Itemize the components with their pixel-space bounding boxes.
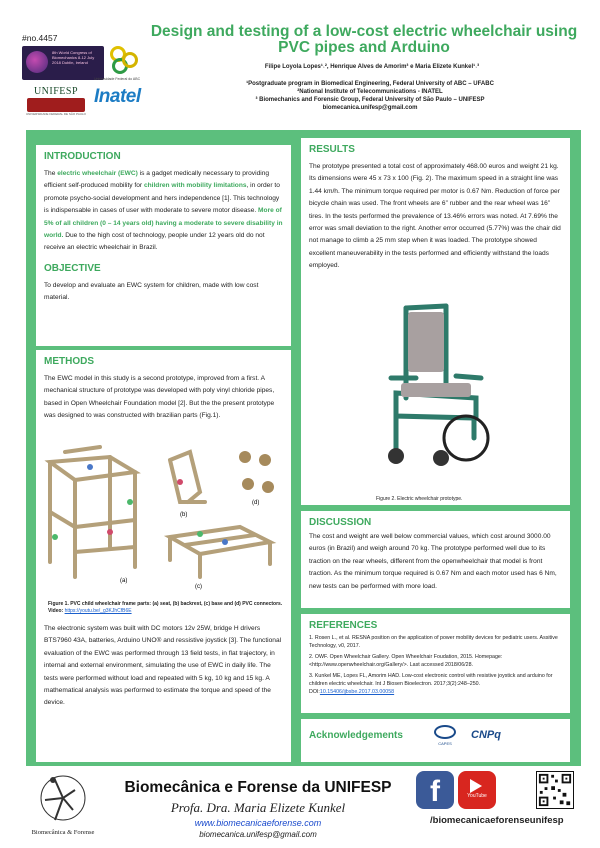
objective-text: To develop and evaluate an EWC system for children, made with low cost material. <box>44 281 259 302</box>
figure-1-caption: Figure 1. PVC child wheelchair frame parts: (a) seat, (b) backrest, (c) base and (d) PVC connectors. Video: https://youtu.be/_g3KJhCfB6E <box>48 601 283 614</box>
figure-1-label-d: (d) <box>252 500 260 506</box>
unifesp-logo-sub: UNIVERSIDADE FEDERAL DE SÃO PAULO <box>25 112 86 116</box>
biomecanica-logo <box>15 770 111 840</box>
results-text: The prototype presented a total cost of approximately 468.00 euros and weight 21 kg. Its dimensions were 45 x 73 x 100 (Fig. 2). The maximum speed in a straight line was 1.44 km/h. The minimum torque required per motor is 0.67 Nm. Reduction of force per bicycle chain was used. The front wheels are 6” rubber and the rear wheel was 16” tires. In the tests performed the prevalence of 13.46% errors was noted. At 7.69% the error was small deviation to the right. Another error occurred (5.77%) was the chair did not manage to climb a 25 mm step when it was loaded. The prototype showed excellent maneuverability in the tests performed and efficiently withstand the loads employed. <box>309 163 561 270</box>
reference-item: 1. Rosen L., et al. RESNA position on the application of power mobility devices for pediatric users. Assitive Technology, v0, 2017. <box>309 635 558 649</box>
reference-item: 2. OWF. Open Wheelchair Gallery. Open Wheelchair Foudation, 2015. Homepage: <http://www.openwheelchair.org/Gallery/>. Last accessed 2018/06/28. <box>309 653 503 668</box>
methods-heading: METHODS <box>44 356 94 367</box>
ufabc-logo-text: Universidade Federal do ABC <box>94 77 141 81</box>
methods-text-2: The electronic system was built with DC motors 12v 25W, bridge H drivers BTS7960 43A, batteries, Arduino UNO® and ressistive joystick [3]. The functional evaluation of the EWC was performed through 13 field tests, in flat trajectory, in internal and external environment, simulating the use of EWC in daily life. The tests were performed without load and repeated with 5 kg, 10 kg and 15 kg. A mathematical analysis was performed to estimate the torque and speed of the device. <box>44 625 282 707</box>
footer-professor: Profa. Dra. Maria Elizete Kunkel <box>170 800 346 815</box>
qr-code-icon <box>536 771 574 809</box>
capes-icon <box>434 725 456 739</box>
congress-logo-text: 8th World Congress of Biomechanics 8-12 July 2018 Dublin, Ireland <box>52 50 95 66</box>
references-heading: REFERENCES <box>309 620 378 631</box>
inatel-logo: Inatel <box>94 86 141 107</box>
affiliations <box>190 80 550 112</box>
discussion-box <box>301 511 570 608</box>
acknowledgements-box <box>301 719 570 762</box>
figure-2-caption: Figure 2. Electric wheelchair prototype. <box>376 496 463 502</box>
unifesp-logo-word: UNIFESP <box>33 86 79 97</box>
figure-2-image <box>366 298 496 474</box>
poster-title: Design and testing of a low-cost electric wheelchair using PVC pipes and Arduino <box>150 23 578 57</box>
introduction-text: The electric wheelchair (EWC) is a gadget medically necessary to providing efficient self-produced mobility for children with mobility limitations, in order to promote psycho-social development and hers independence [1]. This technology is indispensable in cases of user with moderate to severe motor disease. More of 5% of all children (0 – 14 years old) having a moderate to severe disability in world. Due to the high cost of technology, people under 12 years old do not receive an electric wheelchair in Brazil. <box>44 170 283 252</box>
social-handle: /biomecanicaeforenseunifesp <box>430 815 564 826</box>
reference-item: 3. Kunkel ME, Lopes FL, Amorim HAD. Low-cost electronic control with resistive joystick and arduino for children electric wheelchair. Int J Biosen Bioelectron. 2017;3(2):248–250. DOI:10.15406/ijbsbe.2017.03.00058 <box>309 672 553 695</box>
references-box <box>301 614 570 713</box>
discussion-heading: DISCUSSION <box>309 517 372 528</box>
objective-heading: OBJECTIVE <box>44 262 101 274</box>
affiliation-line: ¹Postgraduate program in Biomedical Engineering, Federal University of ABC – UFABC <box>246 81 494 87</box>
acknowledgements-heading: Acknowledgements <box>309 730 403 741</box>
youtube-icon[interactable]: YouTube <box>458 771 496 809</box>
introduction-heading: INTRODUCTION <box>44 151 121 162</box>
results-box <box>301 138 570 505</box>
methods-box <box>36 350 291 762</box>
content-panel <box>26 130 581 766</box>
globe-icon <box>26 51 48 73</box>
authors: Filipe Loyola Lopes¹˒², Henrique Alves de Amorim³ e Maria Elizete Kunkel¹˒³ <box>264 64 480 70</box>
figure-1-label-c: (c) <box>195 584 202 590</box>
figure-1-label-a: (a) <box>120 578 128 584</box>
figure-1-image <box>40 442 285 590</box>
results-heading: RESULTS <box>309 144 355 155</box>
ring-icon <box>122 52 138 68</box>
congress-logo <box>22 46 104 80</box>
poster-id: #no.4457 <box>22 33 58 43</box>
footer-title: Biomecânica e Forense da UNIFESP <box>124 779 392 796</box>
methods-text: The EWC model in this study is a second prototype, improved from a first. A mechanical structure of prototype was developed with poly vinyl chloride pipes, based in Open Wheelchair Foundation model [2]. But the the present prototype was designed to was constructed with brazilian parts (Fig.1). <box>44 375 275 420</box>
affiliation-line: ²National Institute of Telecommunications - INATEL <box>297 89 443 96</box>
unifesp-logo <box>22 86 90 116</box>
crest-icon <box>27 98 85 112</box>
figure-1-label-b: (b) <box>180 512 188 518</box>
contact-email: biomecanica.unifesp@gmail.com <box>322 105 418 112</box>
video-link[interactable]: https://youtu.be/_g3KJhCfB6E <box>64 608 132 614</box>
footer-website-link[interactable]: www.biomecanicaeforense.com <box>194 818 322 828</box>
facebook-icon[interactable]: f <box>416 771 454 809</box>
capes-logo: CAPES <box>429 725 461 755</box>
cnpq-logo: CNPq <box>471 729 501 741</box>
biomecanica-logo-text: Biomecânica & Forense <box>31 829 95 836</box>
footer-email: biomecanica.unifesp@gmail.com <box>199 830 317 839</box>
affiliation-line: ³ Biomechanics and Forensic Group, Federal University of São Paulo – UNIFESP <box>255 97 485 104</box>
doi-link[interactable]: 10.15406/ijbsbe.2017.03.00058 <box>319 688 395 695</box>
introduction-box <box>36 145 291 346</box>
discussion-text: The cost and weight are well below commercial values, which cost around 3000.00 euros (in Brazil) and weigh around 70 kg. The prototype performed well due to its traction on the rear wheels, different from the openwheelchair that model is front traction. As the minimum torque required is 0.67 Nm and each motor used has 6 Nm, new tests can be performed with more load. <box>309 533 557 590</box>
